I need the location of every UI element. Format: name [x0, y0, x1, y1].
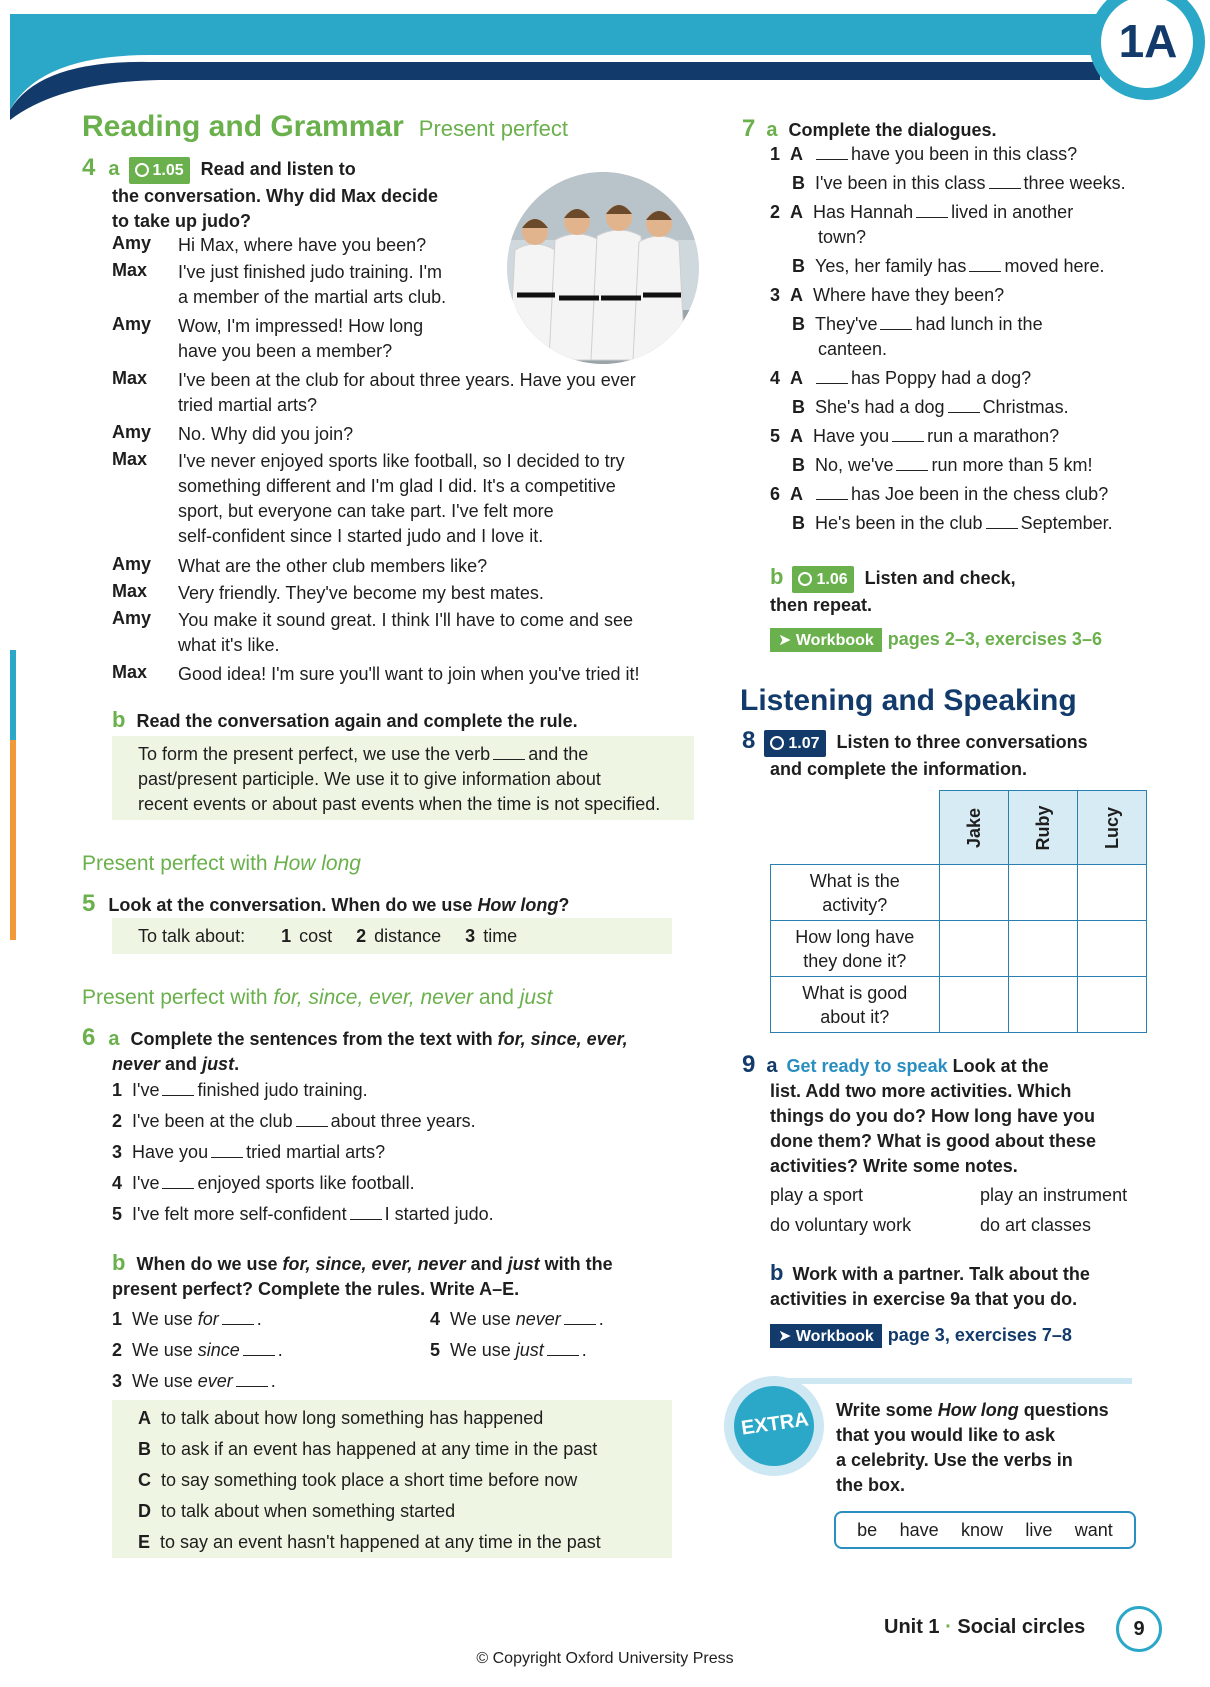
verb-live: live — [1025, 1519, 1053, 1540]
option-time[interactable]: time — [483, 926, 518, 946]
table-row — [771, 865, 1147, 921]
side-stripe-orange — [10, 740, 16, 940]
ex8-info-table — [770, 790, 1147, 1033]
audio-badge-1-07: 1.07 — [764, 730, 825, 757]
ex7-workbook-ref[interactable]: ➤ Workbook pages 2–3, exercises 3–6 — [770, 628, 1102, 652]
column-header-ruby: Ruby — [1008, 791, 1077, 865]
blank-line[interactable] — [816, 369, 848, 384]
blank-line[interactable] — [243, 1341, 275, 1356]
table-cell[interactable] — [939, 865, 1008, 921]
blank-line[interactable] — [816, 145, 848, 160]
option-distance[interactable]: distance — [374, 926, 442, 946]
ex6b-options: A to talk about how long something has happened B to ask if an event has happened at any time in the past C to say something took place a short time before now D to talk about when something started E to say an event hasn't happened at any time in the past — [138, 1408, 601, 1552]
ex7-dialogues: 1 A have you been in this class? B I've been in this class three weeks. 2 A Has Hannah lived in another town? B Yes, her family has moved here. 3 A Where have they been? B They've had lunch in the canteen. 4 A has Poppy had a dog? B She's had a dog Christmas. 5 A Have you run a marathon? B No, we've run more than 5 km! 6 A has Joe been in the chess club? B He's been in the club September. — [770, 144, 1126, 533]
side-stripe-blue — [10, 650, 16, 740]
audio-badge-1-06: 1.06 — [792, 566, 853, 593]
blank-line[interactable] — [969, 257, 1001, 272]
ex6b-rules: 1 We use for . 2 We use since . 3 We use ever . 4 We use never . 5 We use just . — [112, 1309, 604, 1391]
blank-line[interactable] — [350, 1205, 382, 1220]
ex8-instructions: 8 1.07 Listen to three conversations and complete the information. — [742, 727, 1088, 779]
footer-unit: Unit 1 · Social circles — [884, 1616, 1086, 1638]
ex4b-instructions: b Read the conversation again and complete the rule. — [112, 707, 578, 732]
column-header-jake: Jake — [939, 791, 1008, 865]
blank-line[interactable] — [896, 456, 928, 471]
option-cost[interactable]: cost — [299, 926, 333, 946]
verb-have: have — [899, 1519, 939, 1540]
audio-icon — [135, 163, 149, 177]
copyright: © Copyright Oxford University Press — [476, 1650, 734, 1667]
ex6b-instructions: b When do we use for, since, ever, never and just with the present perfect? Complete the rules. Write A–E. — [112, 1250, 613, 1299]
rule-text: To form the present perfect, we use the verb and the past/present participle. We use it to give information about recent events or about past events when the time is not specified. — [138, 744, 661, 814]
table-cell[interactable] — [939, 977, 1008, 1033]
blank-line[interactable] — [948, 398, 980, 413]
ex4-instructions: 4 a 1.05 Read and listen to the conversation. Why did Max decide to take up judo? — [82, 154, 439, 231]
blank-line[interactable] — [892, 427, 924, 442]
table-cell[interactable] — [1008, 921, 1077, 977]
table-cell[interactable] — [1077, 921, 1146, 977]
blank-line[interactable] — [880, 315, 912, 330]
blank-line[interactable] — [162, 1174, 194, 1189]
unit-code: 1A — [1118, 15, 1178, 67]
blank-line[interactable] — [916, 203, 948, 218]
table-cell[interactable] — [1077, 865, 1146, 921]
row-label: How long have they done it? — [771, 921, 940, 977]
section-title-reading: Reading and Grammar Present perfect — [82, 110, 568, 143]
ex5-instructions: 5 Look at the conversation. When do we use How long? — [82, 890, 570, 917]
verb-want: want — [1074, 1519, 1113, 1540]
extra-text: Write some How long questions that you would like to ask a celebrity. Use the verbs in the box. — [836, 1400, 1109, 1495]
ex9b-instructions: b Work with a partner. Talk about the activities in exercise 9a that you do. — [770, 1260, 1090, 1309]
verb-be: be — [857, 1519, 878, 1540]
table-cell[interactable] — [1077, 977, 1146, 1033]
judo-photo — [505, 170, 701, 366]
blank-line[interactable] — [222, 1310, 254, 1325]
subheading-how-long: Present perfect with How long — [82, 852, 361, 875]
ex9a-instructions: 9 a Get ready to speak Look at the list. Add two more activities. Which things do you do? How long have you done them? What is good about these activities? Write some notes. — [742, 1051, 1096, 1176]
blank-line[interactable] — [296, 1112, 328, 1127]
audio-icon — [798, 572, 812, 586]
table-row — [771, 977, 1147, 1033]
blank-line[interactable] — [211, 1143, 243, 1158]
blank-line[interactable] — [564, 1310, 596, 1325]
page-number: 9 — [1116, 1606, 1162, 1652]
table-cell[interactable] — [1008, 865, 1077, 921]
verb-know: know — [960, 1519, 1003, 1540]
ex7b-instructions: b 1.06 Listen and check, then repeat. — [770, 564, 1016, 615]
blank-line[interactable] — [986, 514, 1018, 529]
extra-badge: EXTRA — [739, 1408, 811, 1440]
ex9a-activities: play a sport play an instrument do voluntary work do art classes — [770, 1185, 1128, 1235]
ex6a-items: 1 I've finished judo training. 2 I've been at the club about three years. 3 Have you tried martial arts? 4 I've enjoyed sports like football. 5 I've felt more self-confident I started judo. — [112, 1080, 494, 1224]
table-row — [771, 921, 1147, 977]
row-label: What is the activity? — [771, 865, 940, 921]
ex5-options: To talk about: 1 cost 2 distance 3 time — [138, 926, 518, 946]
ex7-instructions: 7 a Complete the dialogues. — [742, 115, 997, 142]
table-cell[interactable] — [939, 921, 1008, 977]
table-cell[interactable] — [1008, 977, 1077, 1033]
section-title-listening: Listening and Speaking — [740, 684, 1077, 717]
row-label: What is good about it? — [771, 977, 940, 1033]
subheading-for-since: Present perfect with for, since, ever, never and just — [82, 986, 553, 1009]
ex6a-instructions: 6 a Complete the sentences from the text with for, since, ever, never and just. — [82, 1024, 628, 1074]
blank-line[interactable] — [493, 745, 525, 760]
column-header-lucy: Lucy — [1077, 791, 1146, 865]
ex9-workbook-ref[interactable]: ➤ Workbook page 3, exercises 7–8 — [770, 1324, 1072, 1348]
audio-icon — [770, 736, 784, 750]
verb-box — [834, 1511, 1136, 1549]
blank-line[interactable] — [162, 1081, 194, 1096]
blank-line[interactable] — [547, 1341, 579, 1356]
audio-badge-1-05: 1.05 — [129, 157, 190, 184]
blank-line[interactable] — [236, 1372, 268, 1387]
blank-line[interactable] — [989, 174, 1021, 189]
blank-line[interactable] — [816, 485, 848, 500]
